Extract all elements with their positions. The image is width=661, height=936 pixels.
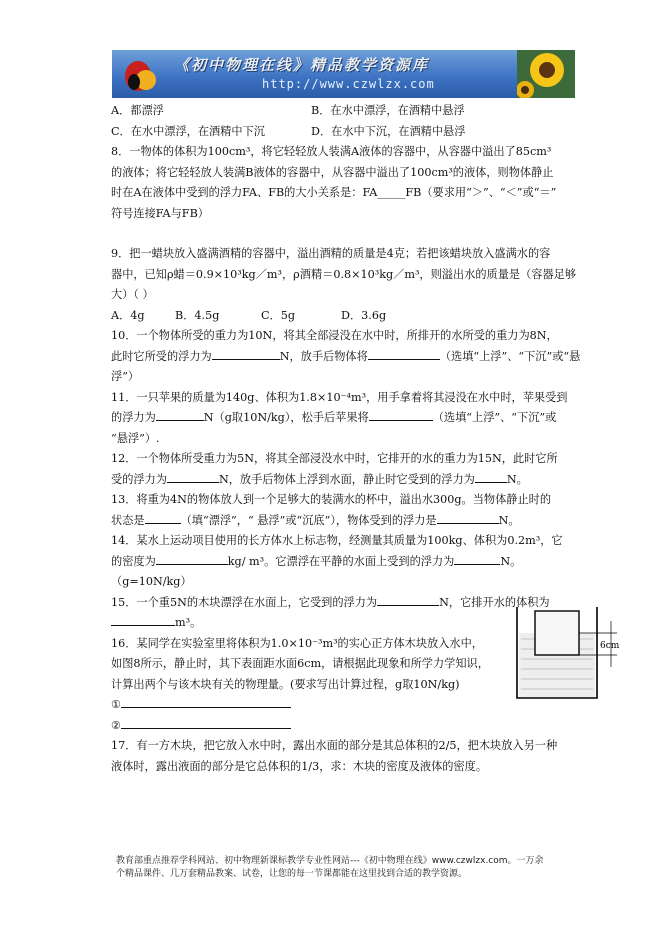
q11-text-a: 的浮力为 [111, 411, 156, 424]
answer-blank[interactable] [377, 594, 439, 606]
banner-url[interactable]: http://www.czwlzx.com [262, 77, 435, 91]
q9-line-2: 器中，已知ρ蜡＝0.9×10³kg／m³，ρ酒精＝0.8×10³kg／m³，则溢出水的质量是（容器足够 [111, 267, 577, 281]
figure-label: 6cm [600, 641, 620, 651]
answer-blank[interactable] [121, 717, 291, 729]
q10-line-1: 10．一个物体所受的重力为10N，将其全部浸没在水中时，所排开的水所受的重力为8N， [111, 329, 558, 342]
q12-text-b: N，放手后物体上浮到水面，静止时它受到的浮力为 [218, 472, 475, 486]
q13-line-1: 13．将重为4N的物体放人到一个足够大的装满水的杯中，溢出水300g。当物体静止时的 [111, 493, 552, 506]
q8-line-4: 符号连接FA与FB） [111, 206, 209, 220]
wood-block [535, 611, 579, 655]
q8-line-2: 的液体；将它轻轻放人装满B液体的容器中，从容器中溢出了100cm³的液体，则物体静止 [111, 165, 554, 179]
answer-blank[interactable] [368, 348, 440, 360]
q14-line-2 [111, 552, 581, 573]
q7-option-a: A．都漂浮 [111, 104, 164, 117]
q8-line-1: 8．一物体的体积为100cm³，将它轻轻放人装满A液体的容器中，从容器中溢出了85cm³ [111, 145, 552, 158]
q14-text-b: kg/ m³。它漂浮在平静的水面上受到的浮力为 [227, 554, 455, 568]
q14-line-1: 14．某水上运动项目使用的长方体水上标志物，经测量其质量为100kg、体积为0.2m³，它 [111, 534, 563, 547]
answer-blank[interactable] [121, 696, 291, 708]
q10-text-a: 此时它所受的浮力为 [111, 349, 212, 363]
q14-text-a: 的密度为 [111, 554, 156, 568]
q13-text-c: N。 [498, 513, 520, 527]
q10-text-b: N，放手后物体将 [279, 349, 368, 363]
header-banner [112, 50, 575, 98]
q8-line-3: 时在A在液体中受到的浮力FA、FB的大小关系是：FA_____FB（要求用“＞”、“＜”或“＝” [111, 186, 557, 199]
q14-line-3: （g=10N/kg） [111, 575, 192, 588]
q9-option-b: B．4.5g [175, 308, 220, 322]
q10-line-2 [111, 347, 581, 368]
q12-text-c: N。 [506, 472, 528, 486]
q11-text-b: N（g取10N/kg），松手后苹果将 [203, 411, 369, 424]
q13-line-2 [111, 511, 581, 532]
q17-line-1: 17．有一方木块，把它放入水中时，露出水面的部分是其总体积的2/5，把木块放入另一种 [111, 739, 558, 752]
page-footer [116, 855, 566, 881]
q16-answer-1 [111, 695, 581, 716]
q9-options [111, 306, 581, 327]
document-body [111, 101, 581, 777]
q15-text-c: m³。 [175, 616, 202, 629]
q9-option-a: A．4g [111, 308, 145, 322]
answer-blank[interactable] [454, 553, 500, 565]
q17-line-2: 液体时，露出液面的部分是它总体积的1/3，求：木块的密度及液体的密度。 [111, 759, 488, 773]
q7-options-2 [111, 122, 581, 143]
q12-line-2 [111, 470, 581, 491]
answer-blank[interactable] [475, 471, 507, 483]
answer-blank[interactable] [111, 614, 175, 626]
q15-text-b: N，它排开水的体积为 [439, 595, 550, 609]
q11-line-3: “悬浮”）. [111, 431, 160, 445]
q7-options [111, 101, 581, 122]
q15-line-1 [111, 593, 581, 614]
q16-line-3: 计算出两个与该木块有关的物理量。(要求写出计算过程，g取10N/kg) [111, 677, 460, 691]
answer-blank[interactable] [156, 409, 204, 421]
footer-line-1: 教育部重点推荐学科网站、初中物理新课标教学专业性网站---《初中物理在线》www.czwlzx.com。一万余 [116, 856, 544, 866]
q11-line-1: 11．一只苹果的质量为140g、体积为1.8×10⁻⁴m³，用手拿着将其浸没在水中时，苹果受到 [111, 390, 568, 404]
q14-text-c: N。 [500, 554, 522, 568]
answer-blank[interactable] [167, 471, 219, 483]
circle-one-marker: ① [111, 698, 122, 711]
q16-answer-2 [111, 716, 581, 737]
q16-line-1: 16．某同学在实验室里将体积为1.0×10⁻³m³的实心正方体木块放入水中， [111, 636, 483, 650]
logo-icon [120, 54, 160, 94]
q15-line-2 [111, 613, 581, 634]
q10-line-3: 浮”） [111, 370, 140, 383]
sunflower-icon [517, 50, 575, 98]
answer-blank[interactable] [156, 553, 228, 565]
banner-title: 《初中物理在线》精品教学资源库 [174, 56, 430, 74]
q9-line-3: 大）（ ） [111, 288, 154, 301]
q7-option-d: D．在水中下沉，在酒精中悬浮 [311, 124, 466, 138]
q7-option-c: C．在水中漂浮，在酒精中下沉 [111, 124, 265, 138]
q10-text-c: （选填“上浮”、“下沉”或“悬 [439, 349, 581, 363]
q12-text-a: 受的浮力为 [111, 472, 167, 486]
q13-text-b: （填“漂浮”，“ 悬浮”或“沉底”），物体受到的浮力是 [180, 513, 437, 527]
answer-blank[interactable] [145, 512, 181, 524]
beaker-figure [513, 605, 628, 700]
q9-line-1: 9．把一蜡块放入盛满酒精的容器中，溢出酒精的质量是4克；若把该蜡块放入盛满水的容 [111, 247, 551, 260]
q12-line-1: 12．一个物体所受重力为5N，将其全部浸没水中时，它排开的水的重力为15N，此时它所 [111, 452, 558, 465]
q13-text-a: 状态是 [111, 513, 145, 527]
q15-text-a: 15．一个重5N的木块漂浮在水面上，它受到的浮力为 [111, 595, 378, 609]
circle-two-marker: ② [111, 718, 122, 732]
answer-blank[interactable] [437, 512, 499, 524]
q11-text-c: （选填“上浮”、“下沉”或 [432, 411, 557, 424]
q16-line-2: 如图8所示，静止时，其下表面距水面6cm，请根据此现象和所学力学知识， [111, 657, 489, 670]
q9-option-c: C．5g [261, 308, 296, 322]
q7-option-b: B．在水中漂浮，在酒精中悬浮 [311, 104, 465, 117]
footer-line-2: 个精品课件、几万套精品教案、试卷，让您的每一节课都能在这里找到合适的教学资源。 [116, 869, 468, 879]
answer-blank[interactable] [212, 348, 280, 360]
answer-blank[interactable] [369, 409, 433, 421]
q9-option-d: D．3.6g [341, 308, 387, 322]
q11-line-2 [111, 408, 581, 429]
